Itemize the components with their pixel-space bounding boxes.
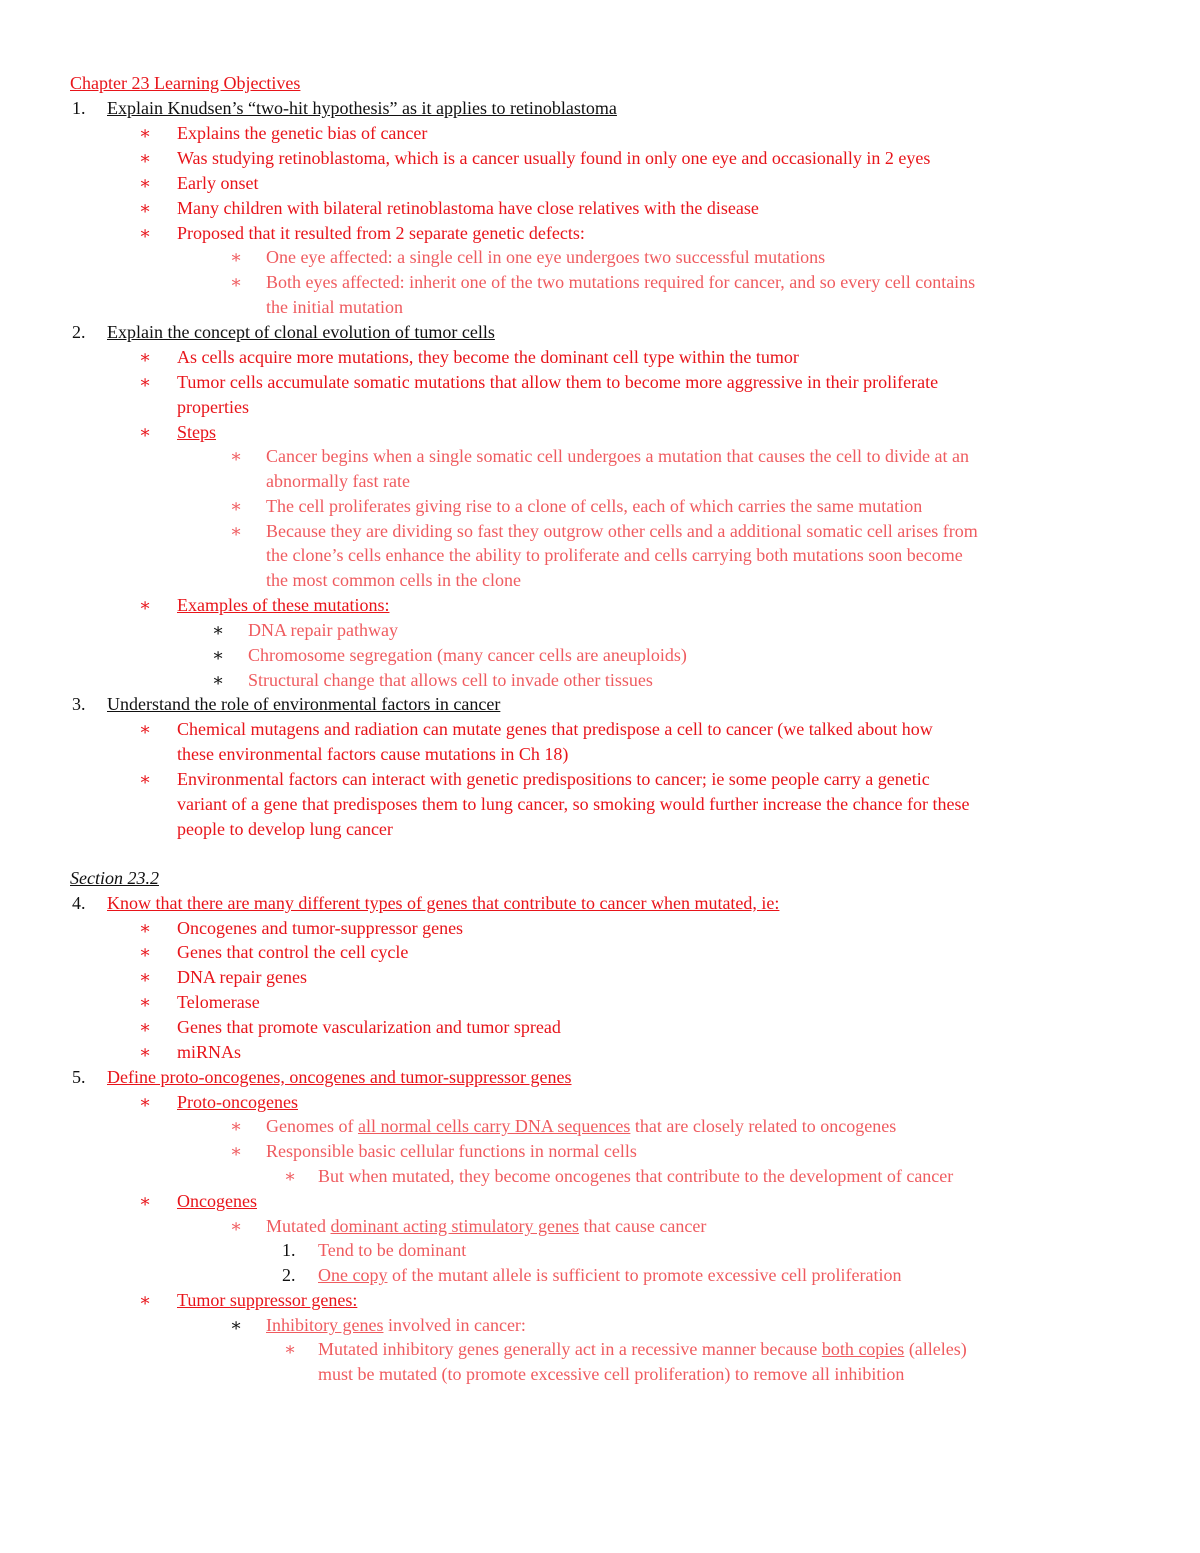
- objective-number: 2.: [72, 322, 86, 342]
- numbered-item: Tend to be dominant: [318, 1240, 467, 1260]
- objective-heading: Define proto-oncogenes, oncogenes and tumor-suppressor genes: [107, 1067, 572, 1087]
- sub-list-item: Chromosome segregation (many cancer cells are aneuploids): [248, 645, 687, 665]
- sub-list-item: Structural change that allows cell to invade other tissues: [248, 670, 653, 690]
- sub-bullet-icon: ∗: [230, 247, 243, 267]
- sub-list-item-continued: the clone’s cells enhance the ability to proliferate and cells carrying both mutations soon become: [266, 545, 963, 565]
- sub-sub-bullet-icon: ∗: [284, 1339, 297, 1359]
- underlined-text: both copies: [821, 1339, 905, 1359]
- sub-list-item: [266, 1313, 526, 1337]
- sub-list-item-continued: the initial mutation: [266, 297, 403, 317]
- objective-heading: Explain the concept of clonal evolution of tumor cells: [107, 322, 495, 342]
- underlined-text: dominant acting stimulatory genes: [330, 1216, 579, 1236]
- objective-number: 5.: [72, 1067, 86, 1087]
- bullet-icon: ∗: [139, 1191, 152, 1211]
- sub-sub-list-item: [318, 1337, 967, 1361]
- list-item: Many children with bilateral retinoblastoma have close relatives with the disease: [177, 198, 759, 218]
- sub-list-item: [266, 1214, 706, 1238]
- bullet-icon: ∗: [139, 347, 152, 367]
- list-item: Genes that promote vascularization and tumor spread: [177, 1017, 561, 1037]
- list-item-heading: Oncogenes: [177, 1191, 257, 1211]
- numbered-item: [318, 1263, 902, 1287]
- text-run: Genomes of: [266, 1116, 358, 1136]
- sub-sub-list-item: But when mutated, they become oncogenes that contribute to the development of cancer: [318, 1166, 954, 1186]
- list-item: Genes that control the cell cycle: [177, 942, 409, 962]
- list-item-continued: these environmental factors cause mutations in Ch 18): [177, 744, 569, 764]
- objective-number: 4.: [72, 893, 86, 913]
- sub-bullet-icon: ∗: [230, 272, 243, 292]
- sub-bullet-icon: ∗: [212, 620, 225, 640]
- text-run: Mutated: [266, 1216, 331, 1236]
- section-heading: Section 23.2: [70, 868, 159, 888]
- objective-heading: Understand the role of environmental factors in cancer: [107, 694, 501, 714]
- objective-heading: Explain Knudsen’s “two-hit hypothesis” as it applies to retinoblastoma: [107, 98, 617, 118]
- list-item: Tumor cells accumulate somatic mutations that allow them to become more aggressive in their proliferate: [177, 372, 939, 392]
- bullet-icon: ∗: [139, 1290, 152, 1310]
- objective-number: 3.: [72, 694, 86, 714]
- bullet-icon: ∗: [139, 148, 152, 168]
- list-item-heading: Steps: [177, 422, 217, 442]
- list-item: Explains the genetic bias of cancer: [177, 123, 428, 143]
- bullet-icon: ∗: [139, 719, 152, 739]
- text-run: of the mutant allele is sufficient to promote excessive cell proliferation: [387, 1265, 902, 1285]
- bullet-icon: ∗: [139, 123, 152, 143]
- bullet-icon: ∗: [139, 992, 152, 1012]
- sub-list-item: Both eyes affected: inherit one of the two mutations required for cancer, and so every cell contains: [266, 272, 976, 292]
- numbered-item-number: 1.: [282, 1240, 296, 1260]
- sub-bullet-icon: ∗: [230, 1116, 243, 1136]
- list-item: Environmental factors can interact with genetic predispositions to cancer; ie some people carry a genetic: [177, 769, 930, 789]
- bullet-icon: ∗: [139, 1092, 152, 1112]
- sub-bullet-icon: ∗: [212, 670, 225, 690]
- list-item: As cells acquire more mutations, they become the dominant cell type within the tumor: [177, 347, 799, 367]
- sub-sub-bullet-icon: ∗: [284, 1166, 297, 1186]
- objective-number: 1.: [72, 98, 86, 118]
- list-item: Early onset: [177, 173, 259, 193]
- sub-bullet-icon: ∗: [230, 496, 243, 516]
- bullet-icon: ∗: [139, 422, 152, 442]
- sub-bullet-icon: ∗: [212, 645, 225, 665]
- underlined-text: One copy: [318, 1265, 388, 1285]
- text-run: Mutated inhibitory genes generally act in a recessive manner because: [318, 1339, 822, 1359]
- bullet-icon: ∗: [139, 223, 152, 243]
- sub-bullet-icon: ∗: [230, 446, 243, 466]
- bullet-icon: ∗: [139, 1017, 152, 1037]
- list-item: DNA repair genes: [177, 967, 307, 987]
- list-item-continued: people to develop lung cancer: [177, 819, 393, 839]
- sub-list-item: One eye affected: a single cell in one eye undergoes two successful mutations: [266, 247, 826, 267]
- bullet-icon: ∗: [139, 1042, 152, 1062]
- list-item-heading: Examples of these mutations:: [177, 595, 390, 615]
- text-run: that cause cancer: [578, 1216, 707, 1236]
- underlined-text: Inhibitory genes: [266, 1315, 384, 1335]
- numbered-item-number: 2.: [282, 1265, 296, 1285]
- list-item-continued: variant of a gene that predisposes them to lung cancer, so smoking would further increase the chance for these: [177, 794, 970, 814]
- sub-list-item: [266, 1114, 896, 1138]
- bullet-icon: ∗: [139, 595, 152, 615]
- sub-list-item-continued: the most common cells in the clone: [266, 570, 521, 590]
- text-run: (alleles): [904, 1339, 967, 1359]
- bullet-icon: ∗: [139, 769, 152, 789]
- list-item: Proposed that it resulted from 2 separate genetic defects:: [177, 223, 585, 243]
- bullet-icon: ∗: [139, 173, 152, 193]
- sub-list-item: DNA repair pathway: [248, 620, 398, 640]
- list-item: Chemical mutagens and radiation can mutate genes that predispose a cell to cancer (we talked about how: [177, 719, 933, 739]
- list-item-heading: Tumor suppressor genes:: [177, 1290, 358, 1310]
- bullet-icon: ∗: [139, 967, 152, 987]
- list-item: Telomerase: [177, 992, 260, 1012]
- list-item: Oncogenes and tumor-suppressor genes: [177, 918, 464, 938]
- bullet-icon: ∗: [139, 918, 152, 938]
- sub-bullet-icon: ∗: [230, 1216, 243, 1236]
- bullet-icon: ∗: [139, 372, 152, 392]
- sub-list-item-continued: abnormally fast rate: [266, 471, 410, 491]
- objective-heading: Know that there are many different types of genes that contribute to cancer when mutated, ie:: [107, 893, 780, 913]
- underlined-text: all normal cells carry DNA sequences: [357, 1116, 631, 1136]
- list-item: miRNAs: [177, 1042, 242, 1062]
- list-item: Was studying retinoblastoma, which is a cancer usually found in only one eye and occasionally in 2 eyes: [177, 148, 931, 168]
- list-item-continued: properties: [177, 397, 249, 417]
- sub-sub-list-item-continued: must be mutated (to promote excessive cell proliferation) to remove all inhibition: [318, 1364, 905, 1384]
- list-item-heading: Proto-oncogenes: [177, 1092, 298, 1112]
- text-run: that are closely related to oncogenes: [630, 1116, 897, 1136]
- sub-bullet-icon: ∗: [230, 521, 243, 541]
- bullet-icon: ∗: [139, 942, 152, 962]
- sub-list-item: The cell proliferates giving rise to a clone of cells, each of which carries the same mutation: [266, 496, 923, 516]
- bullet-icon: ∗: [139, 198, 152, 218]
- sub-list-item: Cancer begins when a single somatic cell undergoes a mutation that causes the cell to divide at an: [266, 446, 969, 466]
- sub-bullet-icon: ∗: [230, 1141, 243, 1161]
- document-title: Chapter 23 Learning Objectives: [70, 73, 301, 93]
- sub-list-item: Responsible basic cellular functions in normal cells: [266, 1141, 637, 1161]
- sub-list-item: Because they are dividing so fast they outgrow other cells and a additional somatic cell arises from: [266, 521, 978, 541]
- text-run: involved in cancer:: [383, 1315, 526, 1335]
- sub-bullet-icon: ∗: [230, 1315, 243, 1335]
